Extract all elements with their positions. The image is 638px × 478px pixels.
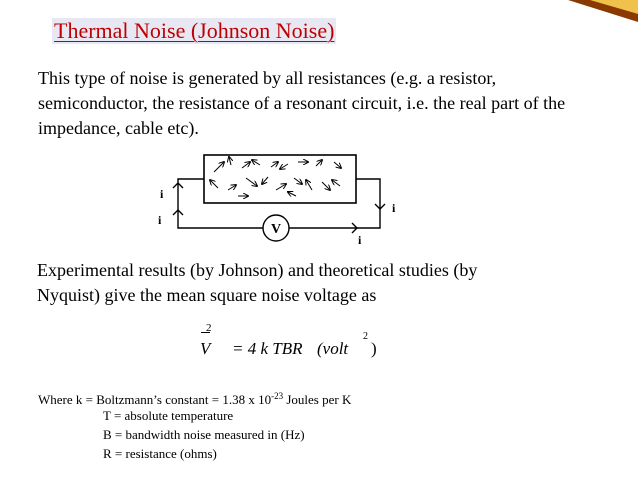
- current-label: i: [358, 233, 362, 247]
- equation-mean-bar: [201, 332, 210, 334]
- definition-k-text: Where k = Boltzmann’s constant = 1.38 x 10: [38, 392, 272, 407]
- equation-lhs-exponent: 2: [206, 322, 212, 334]
- equation-unit-exponent: 2: [363, 331, 368, 342]
- circuit-diagram: [156, 152, 412, 250]
- definition-k-unit: Joules per K: [283, 392, 352, 407]
- resistor-box: [204, 155, 356, 203]
- current-label: i: [392, 201, 396, 215]
- voltmeter-label: V: [270, 222, 282, 237]
- definition-k: [38, 388, 351, 408]
- definition-k-exponent: -23: [271, 391, 284, 401]
- intro-paragraph: This type of noise is generated by all resistances (e.g. a resistor, semiconductor, the resistance of a resonant circuit, i.e. the real part of the impedance, cable etc).: [38, 68, 566, 138]
- equation-unit-open: (volt: [317, 339, 349, 358]
- current-label: i: [158, 213, 162, 227]
- corner-decoration: [568, 0, 638, 24]
- definition-B: B = bandwidth noise measured in (Hz): [103, 427, 305, 442]
- equation-lhs: V: [200, 339, 211, 358]
- current-label: i: [160, 187, 164, 201]
- slide-title: Thermal Noise (Johnson Noise): [54, 18, 335, 43]
- definition-T: T = absolute temperature: [103, 408, 234, 423]
- equation-unit-close: ): [371, 339, 377, 358]
- equation-rhs: = 4 k TBR: [232, 339, 303, 358]
- noise-voltage-equation: [180, 322, 410, 370]
- definition-R: R = resistance (ohms): [103, 446, 217, 461]
- experimental-results-paragraph: Experimental results (by Johnson) and theoretical studies (by Nyquist) give the mean square noise voltage as: [37, 260, 478, 305]
